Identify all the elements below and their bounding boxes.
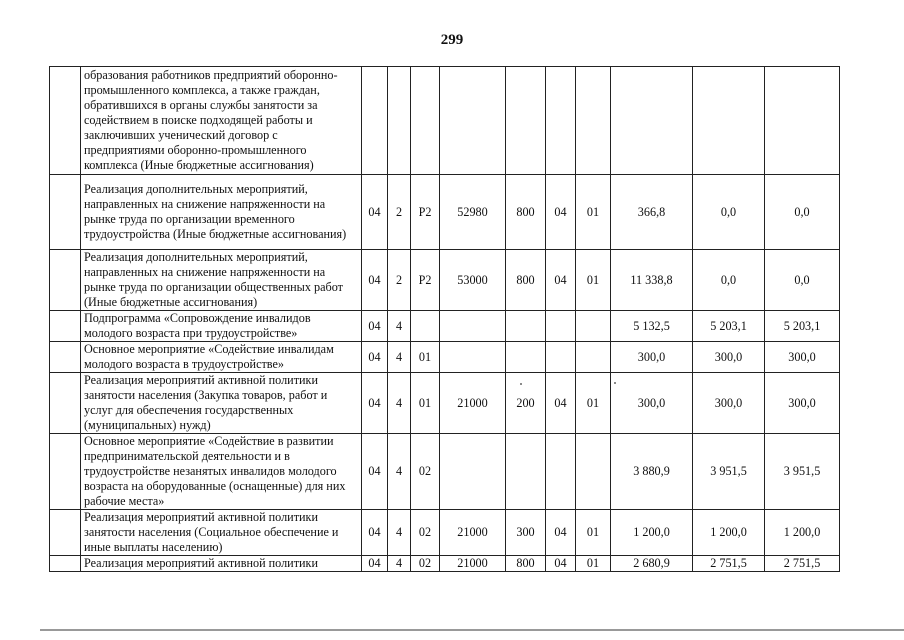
amount-year-1-cell: 11 338,8 bbox=[611, 250, 693, 311]
description-cell: Основное мероприятие «Содействие инвалидам молодого возраста в трудоустройстве» bbox=[81, 342, 362, 373]
table-row bbox=[50, 67, 840, 175]
amount-year-1-cell bbox=[611, 67, 693, 175]
expense-type-cell: 800 bbox=[506, 250, 546, 311]
subprogram-code-cell: 4 bbox=[388, 342, 411, 373]
row-number-cell bbox=[50, 373, 81, 434]
subsection-cell bbox=[576, 311, 611, 342]
amount-year-1-cell: 366,8 bbox=[611, 175, 693, 250]
scan-bottom-edge bbox=[40, 629, 904, 631]
measure-code-cell: P2 bbox=[411, 175, 440, 250]
description-cell: Реализация дополнительных мероприятий, направленных на снижение напряженности на рынке труда по организации временного трудоустройства (Иные бюджетные ассигнования) bbox=[81, 175, 362, 250]
amount-year-2-cell: 3 951,5 bbox=[693, 434, 765, 510]
measure-code-cell: 02 bbox=[411, 510, 440, 556]
section-cell bbox=[546, 434, 576, 510]
expense-type-cell bbox=[506, 434, 546, 510]
table-row bbox=[50, 510, 840, 556]
budget-table bbox=[49, 66, 840, 572]
section-cell: 04 bbox=[546, 556, 576, 572]
section-cell bbox=[546, 67, 576, 175]
direction-code-cell bbox=[440, 434, 506, 510]
section-cell: 04 bbox=[546, 175, 576, 250]
description-cell: Реализация мероприятий активной политики занятости населения (Закупка товаров, работ и услуг для обеспечения государственных (муниципальных) нужд) bbox=[81, 373, 362, 434]
subsection-cell: 01 bbox=[576, 250, 611, 311]
description-cell: Реализация мероприятий активной политики bbox=[81, 556, 362, 572]
row-number-cell bbox=[50, 556, 81, 572]
subprogram-code-cell: 2 bbox=[388, 175, 411, 250]
description-cell: Реализация дополнительных мероприятий, направленных на снижение напряженности на рынке труда по организации общественных работ (Иные бюджетные ассигнования) bbox=[81, 250, 362, 311]
amount-year-3-cell: 5 203,1 bbox=[765, 311, 840, 342]
subsection-cell: 01 bbox=[576, 373, 611, 434]
amount-year-3-cell: 300,0 bbox=[765, 373, 840, 434]
measure-code-cell: 01 bbox=[411, 373, 440, 434]
amount-year-3-cell: 3 951,5 bbox=[765, 434, 840, 510]
section-cell bbox=[546, 311, 576, 342]
amount-year-1-cell: 300,0 bbox=[611, 373, 693, 434]
scan-speck bbox=[614, 382, 616, 384]
section-cell: 04 bbox=[546, 373, 576, 434]
row-number-cell bbox=[50, 342, 81, 373]
expense-type-cell bbox=[506, 67, 546, 175]
direction-code-cell: 21000 bbox=[440, 556, 506, 572]
subprogram-code-cell bbox=[388, 67, 411, 175]
amount-year-2-cell: 5 203,1 bbox=[693, 311, 765, 342]
subprogram-code-cell: 2 bbox=[388, 250, 411, 311]
amount-year-2-cell: 300,0 bbox=[693, 342, 765, 373]
program-code-cell: 04 bbox=[362, 311, 388, 342]
description-cell: образования работников предприятий оборонно-промышленного комплекса, а также граждан, обратившихся в органы службы занятости за содействием в поиске подходящей работы и заключивших ученический договор с предприятиями оборонно-промышленного комплекса (Иные бюджетные ассигнования) bbox=[81, 67, 362, 175]
subsection-cell bbox=[576, 342, 611, 373]
program-code-cell: 04 bbox=[362, 556, 388, 572]
row-number-cell bbox=[50, 67, 81, 175]
row-number-cell bbox=[50, 510, 81, 556]
description-cell: Основное мероприятие «Содействие в развитии предпринимательской деятельности и в трудоустройстве незанятых инвалидов молодого возраста на оборудованные (оснащенные) для них рабочие места» bbox=[81, 434, 362, 510]
amount-year-1-cell: 3 880,9 bbox=[611, 434, 693, 510]
subsection-cell bbox=[576, 434, 611, 510]
amount-year-3-cell bbox=[765, 67, 840, 175]
amount-year-3-cell: 0,0 bbox=[765, 250, 840, 311]
subsection-cell: 01 bbox=[576, 510, 611, 556]
expense-type-cell: 800 bbox=[506, 556, 546, 572]
table-row bbox=[50, 373, 840, 434]
amount-year-1-cell: 5 132,5 bbox=[611, 311, 693, 342]
direction-code-cell: 53000 bbox=[440, 250, 506, 311]
amount-year-3-cell: 1 200,0 bbox=[765, 510, 840, 556]
amount-year-3-cell: 300,0 bbox=[765, 342, 840, 373]
direction-code-cell: 21000 bbox=[440, 373, 506, 434]
amount-year-3-cell: 0,0 bbox=[765, 175, 840, 250]
expense-type-cell: 200 bbox=[506, 373, 546, 434]
program-code-cell: 04 bbox=[362, 510, 388, 556]
subprogram-code-cell: 4 bbox=[388, 373, 411, 434]
program-code-cell: 04 bbox=[362, 373, 388, 434]
table-row bbox=[50, 311, 840, 342]
description-cell: Реализация мероприятий активной политики занятости населения (Социальное обеспечение и иные выплаты населению) bbox=[81, 510, 362, 556]
amount-year-1-cell: 2 680,9 bbox=[611, 556, 693, 572]
measure-code-cell bbox=[411, 67, 440, 175]
program-code-cell: 04 bbox=[362, 342, 388, 373]
subprogram-code-cell: 4 bbox=[388, 556, 411, 572]
direction-code-cell bbox=[440, 342, 506, 373]
measure-code-cell bbox=[411, 311, 440, 342]
measure-code-cell: 02 bbox=[411, 434, 440, 510]
description-cell: Подпрограмма «Сопровождение инвалидов молодого возраста при трудоустройстве» bbox=[81, 311, 362, 342]
section-cell bbox=[546, 342, 576, 373]
scan-speck bbox=[520, 383, 522, 385]
program-code-cell: 04 bbox=[362, 175, 388, 250]
table-row bbox=[50, 434, 840, 510]
direction-code-cell: 52980 bbox=[440, 175, 506, 250]
program-code-cell: 04 bbox=[362, 434, 388, 510]
amount-year-1-cell: 1 200,0 bbox=[611, 510, 693, 556]
subsection-cell: 01 bbox=[576, 175, 611, 250]
program-code-cell: 04 bbox=[362, 250, 388, 311]
subprogram-code-cell: 4 bbox=[388, 510, 411, 556]
table-row bbox=[50, 556, 840, 572]
expense-type-cell bbox=[506, 342, 546, 373]
amount-year-1-cell: 300,0 bbox=[611, 342, 693, 373]
amount-year-2-cell: 300,0 bbox=[693, 373, 765, 434]
direction-code-cell bbox=[440, 311, 506, 342]
amount-year-2-cell bbox=[693, 67, 765, 175]
subsection-cell bbox=[576, 67, 611, 175]
table-row bbox=[50, 175, 840, 250]
amount-year-2-cell: 1 200,0 bbox=[693, 510, 765, 556]
row-number-cell bbox=[50, 175, 81, 250]
expense-type-cell: 800 bbox=[506, 175, 546, 250]
direction-code-cell bbox=[440, 67, 506, 175]
measure-code-cell: P2 bbox=[411, 250, 440, 311]
subprogram-code-cell: 4 bbox=[388, 311, 411, 342]
section-cell: 04 bbox=[546, 510, 576, 556]
subprogram-code-cell: 4 bbox=[388, 434, 411, 510]
amount-year-2-cell: 2 751,5 bbox=[693, 556, 765, 572]
measure-code-cell: 02 bbox=[411, 556, 440, 572]
row-number-cell bbox=[50, 434, 81, 510]
expense-type-cell: 300 bbox=[506, 510, 546, 556]
page-number: 299 bbox=[440, 32, 464, 48]
measure-code-cell: 01 bbox=[411, 342, 440, 373]
amount-year-2-cell: 0,0 bbox=[693, 250, 765, 311]
row-number-cell bbox=[50, 250, 81, 311]
row-number-cell bbox=[50, 311, 81, 342]
table-row bbox=[50, 250, 840, 311]
subsection-cell: 01 bbox=[576, 556, 611, 572]
amount-year-2-cell: 0,0 bbox=[693, 175, 765, 250]
amount-year-3-cell: 2 751,5 bbox=[765, 556, 840, 572]
table-row bbox=[50, 342, 840, 373]
section-cell: 04 bbox=[546, 250, 576, 311]
direction-code-cell: 21000 bbox=[440, 510, 506, 556]
expense-type-cell bbox=[506, 311, 546, 342]
program-code-cell bbox=[362, 67, 388, 175]
